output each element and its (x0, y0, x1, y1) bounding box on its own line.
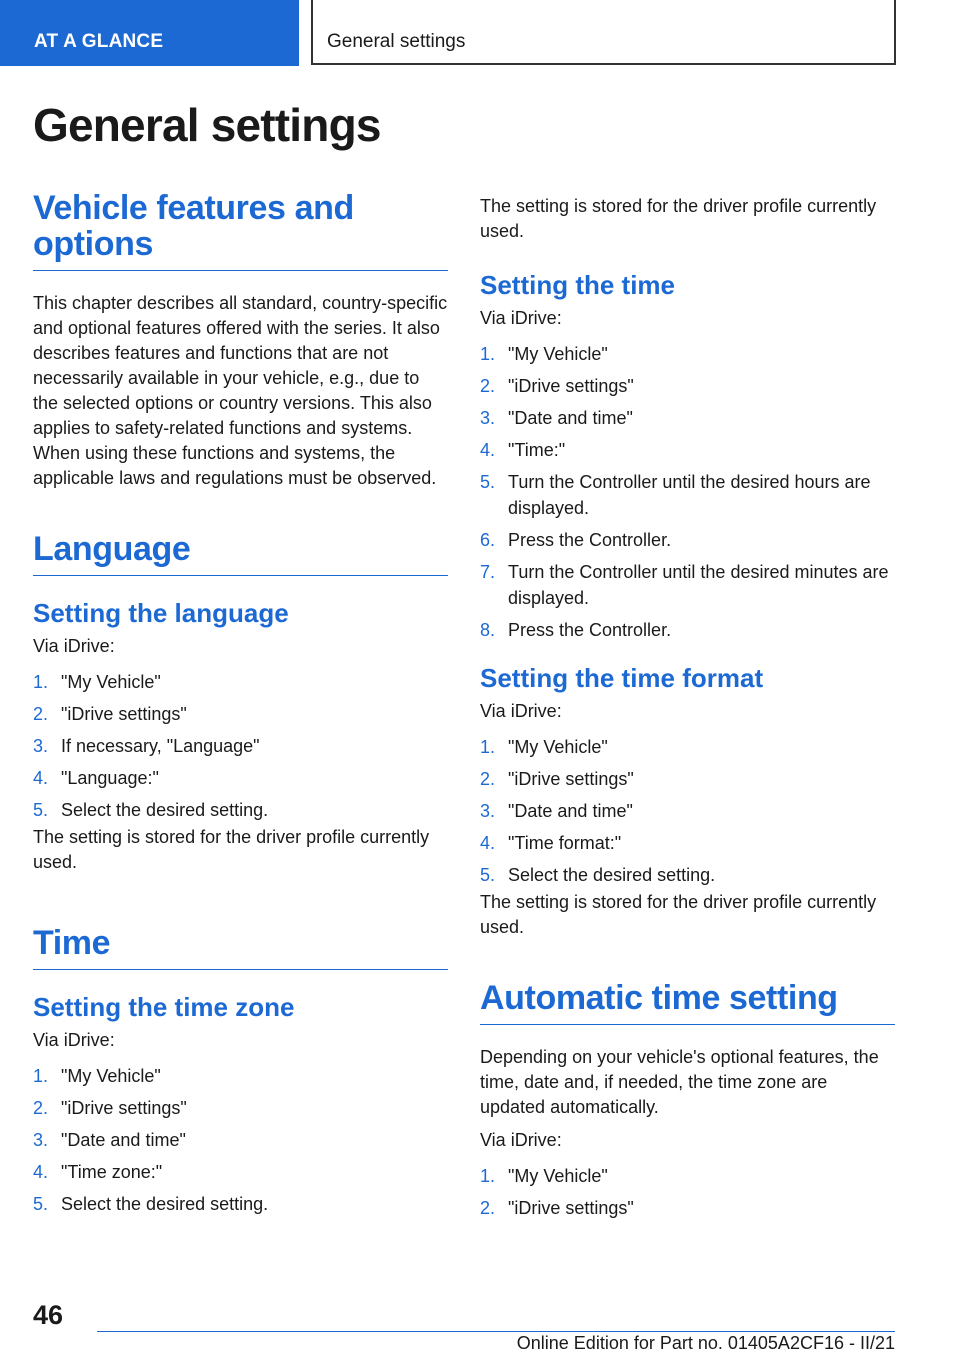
list-item (480, 617, 895, 643)
list-item (33, 701, 448, 727)
step-text: "Date and time" (61, 1130, 186, 1150)
footer-divider (97, 1331, 895, 1332)
vehicle-features-heading: Vehicle features and options (33, 190, 448, 271)
setting-time-subheading: Setting the time (480, 270, 676, 300)
step-number: 3. (33, 736, 49, 756)
step-text: "Time:" (508, 440, 566, 460)
step-text: If necessary, "Language" (61, 736, 260, 756)
step-number: 2. (480, 1198, 496, 1218)
list-item (33, 669, 448, 695)
step-text: "iDrive settings" (508, 769, 634, 789)
step-text: "My Vehicle" (508, 1166, 608, 1186)
step-number: 5. (480, 865, 496, 885)
step-text: Press the Controller. (508, 620, 672, 640)
step-text: "My Vehicle" (61, 1066, 161, 1086)
list-item (33, 733, 448, 759)
step-number: 5. (33, 1194, 49, 1214)
list-item (33, 1127, 448, 1153)
list-item (33, 1063, 448, 1089)
step-number: 7. (480, 562, 496, 582)
list-item (480, 798, 895, 824)
language-steps (33, 669, 448, 823)
step-text: Turn the Controller until the desired hours are displayed. (508, 472, 871, 518)
time-zone-steps (33, 1063, 448, 1217)
language-note: The setting is stored for the driver profile currently used. (33, 827, 430, 872)
setting-time-zone-subheading: Setting the time zone (33, 992, 295, 1022)
language-via-label: Via iDrive: (33, 636, 115, 656)
list-item (33, 765, 448, 791)
page-number: 46 (33, 1300, 64, 1330)
list-item (480, 734, 895, 760)
list-item (480, 559, 895, 611)
step-text: "Date and time" (508, 408, 633, 428)
step-text: "iDrive settings" (508, 1198, 634, 1218)
step-number: 1. (33, 672, 49, 692)
automatic-time-via-label: Via iDrive: (480, 1130, 562, 1150)
list-item (480, 1195, 895, 1221)
step-text: Select the desired setting. (61, 800, 269, 820)
list-item (480, 437, 895, 463)
step-text: "Time format:" (508, 833, 622, 853)
step-text: Select the desired setting. (508, 865, 716, 885)
step-number: 8. (480, 620, 496, 640)
list-item (33, 1159, 448, 1185)
step-number: 1. (480, 344, 496, 364)
time-zone-note: The setting is stored for the driver profile currently used. (480, 196, 877, 241)
step-number: 2. (480, 376, 496, 396)
vehicle-features-paragraph: This chapter describes all standard, country-specific and optional features offered with the series. It also describes features and functions that are not necessarily available in your vehicle, e.g., due to the selected options or country versions. This also applies to safety-related functions and systems. When using these functions and systems, the applicable laws and regulations must be observed. (33, 293, 448, 488)
step-number: 1. (33, 1066, 49, 1086)
step-text: "My Vehicle" (508, 344, 608, 364)
list-item (480, 830, 895, 856)
language-heading: Language (33, 531, 448, 576)
step-number: 5. (480, 472, 496, 492)
automatic-time-heading: Automatic time setting (480, 980, 895, 1025)
step-number: 4. (480, 833, 496, 853)
step-number: 3. (480, 801, 496, 821)
list-item (480, 766, 895, 792)
list-item (480, 527, 895, 553)
setting-time-format-subheading: Setting the time format (480, 663, 764, 693)
step-number: 4. (33, 768, 49, 788)
list-item (480, 862, 895, 888)
setting-language-subheading: Setting the language (33, 598, 289, 628)
edition-note: Online Edition for Part no. 01405A2CF16 - II/21 (516, 1333, 895, 1353)
time-format-via-label: Via iDrive: (480, 701, 562, 721)
step-number: 3. (480, 408, 496, 428)
step-number: 4. (480, 440, 496, 460)
step-number: 4. (33, 1162, 49, 1182)
time-heading: Time (33, 925, 448, 970)
automatic-time-steps (480, 1163, 895, 1221)
step-number: 5. (33, 800, 49, 820)
step-number: 2. (33, 704, 49, 724)
step-number: 3. (33, 1130, 49, 1150)
step-text: "Language:" (61, 768, 159, 788)
set-time-steps (480, 341, 895, 643)
list-item (480, 469, 895, 521)
step-text: "iDrive settings" (508, 376, 634, 396)
step-text: Select the desired setting. (61, 1194, 269, 1214)
step-text: "My Vehicle" (508, 737, 608, 757)
step-number: 6. (480, 530, 496, 550)
time-format-note: The setting is stored for the driver profile currently used. (480, 892, 877, 937)
list-item (33, 797, 448, 823)
right-column (480, 190, 895, 1227)
list-item (33, 1095, 448, 1121)
step-text: "Time zone:" (61, 1162, 163, 1182)
step-text: "iDrive settings" (61, 704, 187, 724)
step-text: Turn the Controller until the desired minutes are displayed. (508, 562, 889, 608)
step-number: 2. (480, 769, 496, 789)
left-column (33, 190, 448, 1223)
set-time-via-label: Via iDrive: (480, 308, 562, 328)
page-title: General settings (33, 99, 381, 151)
list-item (480, 373, 895, 399)
step-number: 1. (480, 1166, 496, 1186)
list-item (480, 405, 895, 431)
time-zone-via-label: Via iDrive: (33, 1030, 115, 1050)
step-text: Press the Controller. (508, 530, 672, 550)
list-item (33, 1191, 448, 1217)
page-topic-tab: General settings (311, 0, 896, 65)
step-text: "My Vehicle" (61, 672, 161, 692)
page-header (0, 0, 960, 66)
section-tab: AT A GLANCE (0, 0, 299, 66)
step-number: 1. (480, 737, 496, 757)
automatic-time-paragraph: Depending on your vehicle's optional features, the time, date and, if needed, the time zone are updated automatically. (480, 1047, 879, 1117)
step-text: "iDrive settings" (61, 1098, 187, 1118)
step-number: 2. (33, 1098, 49, 1118)
list-item (480, 341, 895, 367)
time-format-steps (480, 734, 895, 888)
step-text: "Date and time" (508, 801, 633, 821)
list-item (480, 1163, 895, 1189)
